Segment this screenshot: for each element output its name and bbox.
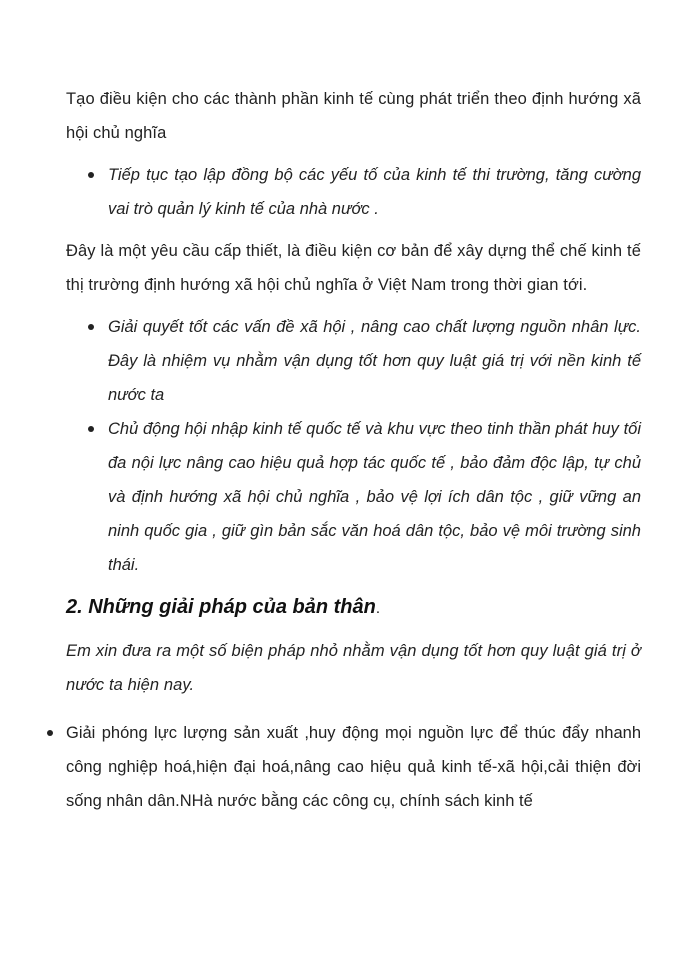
spacer [66, 302, 641, 310]
spacer [66, 226, 641, 234]
list-item [66, 310, 641, 412]
spacer [66, 150, 641, 158]
section-heading [66, 590, 641, 626]
spacer [66, 626, 641, 634]
spacer [66, 582, 641, 590]
bullet-list-2 [66, 310, 641, 582]
bullet-icon [88, 426, 94, 432]
list-item [66, 716, 641, 818]
list-item-text: Chủ động hội nhập kinh tế quốc tế và khu vực theo tinh thần phát huy tối đa nội lực nâng cao hiệu quả hợp tác quốc tế , bảo đảm độc lập, tự chủ và định hướng xã hội chủ nghĩa , bảo vệ lợi ích dân tộc , giữ vững an ninh quốc gia , giữ gìn bản sắc văn hoá dân tộc, bảo vệ môi trường sinh thái. [108, 420, 641, 574]
list-item-text: Giải quyết tốt các vấn đề xã hội , nâng cao chất lượng nguồn nhân lực. Đây là nhiệm vụ nhằm vận dụng tốt hơn quy luật giá trị với nền kinh tế nước ta [108, 318, 641, 404]
paragraph-requirement: Đây là một yêu cầu cấp thiết, là điều kiện cơ bản để xây dựng thể chế kinh tế thị trường định hướng xã hội chủ nghĩa ở Việt Nam trong thời gian tới. [66, 242, 641, 294]
bullet-icon [88, 324, 94, 330]
list-item-text: Tiếp tục tạo lập đồng bộ các yếu tố của kinh tế thi trường, tăng cường vai trò quản lý kinh tế của nhà nước . [108, 166, 641, 218]
bullet-list-1 [66, 158, 641, 226]
list-item [66, 158, 641, 226]
section-heading-text: 2. Những giải pháp của bản thân [66, 596, 376, 618]
spacer [66, 702, 641, 716]
document-page [66, 82, 641, 818]
paragraph-intro: Tạo điều kiện cho các thành phần kinh tế cùng phát triển theo định hướng xã hội chủ nghĩa [66, 90, 641, 142]
bullet-list-3 [66, 716, 641, 818]
bullet-icon [47, 730, 53, 736]
list-item [66, 412, 641, 582]
list-item-text: Giải phóng lực lượng sản xuất ,huy động mọi nguồn lực để thúc đẩy nhanh công nghiệp hoá,hiện đại hoá,nâng cao hiệu quả kinh tế-xã hội,cải thiện đời sống nhân dân.NHà nước bằng các công cụ, chính sách kinh tế [66, 724, 641, 810]
section-heading-period: . [375, 600, 381, 617]
paragraph-solutions-intro: Em xin đưa ra một số biện pháp nhỏ nhằm vận dụng tốt hơn quy luật giá trị ở nước ta hiện nay. [66, 642, 641, 694]
bullet-icon [88, 172, 94, 178]
